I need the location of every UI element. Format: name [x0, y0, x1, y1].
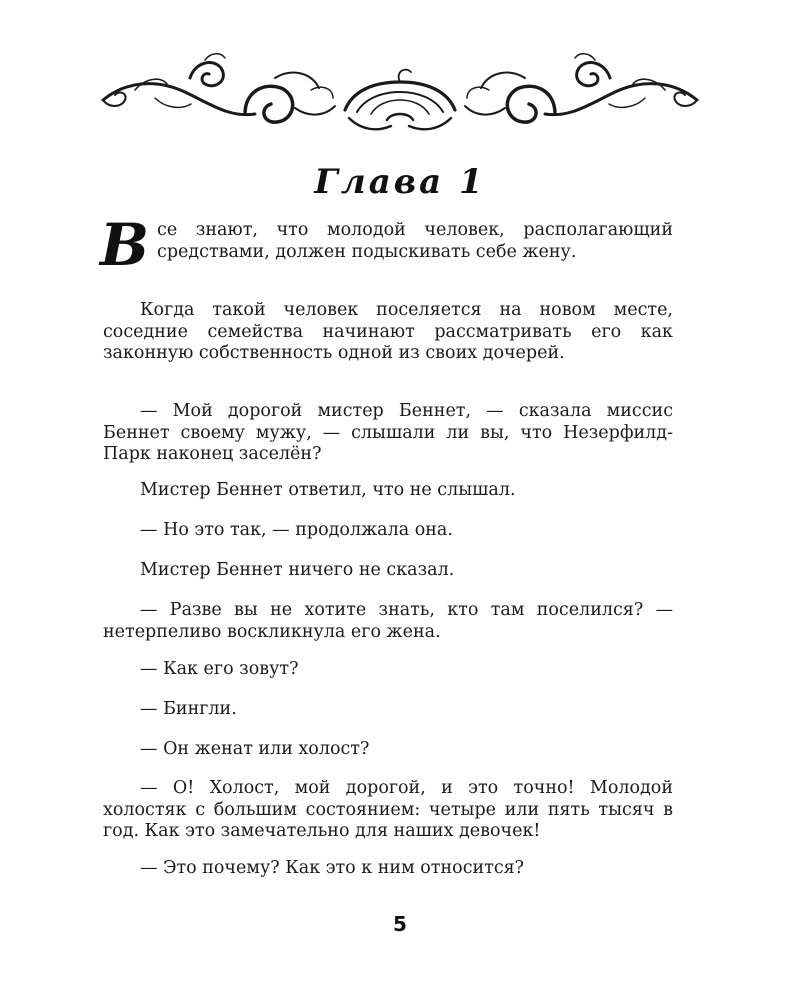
- paragraph-1: Когда такой человек поселяется на новом месте, соседние семейства начинают рассматривать его как законную собственность одной из своих дочерей.: [103, 300, 673, 363]
- ornamental-header-flourish: [95, 48, 705, 148]
- drop-cap: В: [100, 211, 150, 279]
- page-number: 5: [393, 912, 407, 936]
- paragraph-10: — О! Холост, мой дорогой, и это точно! Молодой холостяк с большим состоянием: четыре или пять тысяч в год. Как это замечательно для наших девочек!: [103, 778, 673, 841]
- paragraph-6: — Разве вы не хотите знать, кто там поселился? — нетерпеливо воскликнула его жена.: [103, 600, 673, 642]
- paragraph-8: — Бингли.: [140, 699, 237, 719]
- paragraph-4: — Но это так, — продолжала она.: [140, 520, 453, 540]
- paragraph-7: — Как его зовут?: [140, 659, 299, 679]
- chapter-title: Глава 1: [314, 162, 486, 202]
- opening-paragraph: [100, 211, 673, 279]
- paragraph-11: — Это почему? Как это к ним относится?: [140, 858, 525, 878]
- paragraph-3: Мистер Беннет ответил, что не слышал.: [140, 480, 516, 500]
- paragraph-2: — Мой дорогой мистер Беннет, — сказала миссис Беннет своему мужу, — слышали ли вы, что Незерфилд-Парк наконец заселён?: [103, 401, 673, 464]
- paragraph-5: Мистер Беннет ничего не сказал.: [140, 560, 455, 580]
- opening-text: се знают, что молодой человек, располагающий средствами, должен подыскивать себе жену.: [157, 220, 673, 262]
- paragraph-9: — Он женат или холост?: [140, 739, 370, 759]
